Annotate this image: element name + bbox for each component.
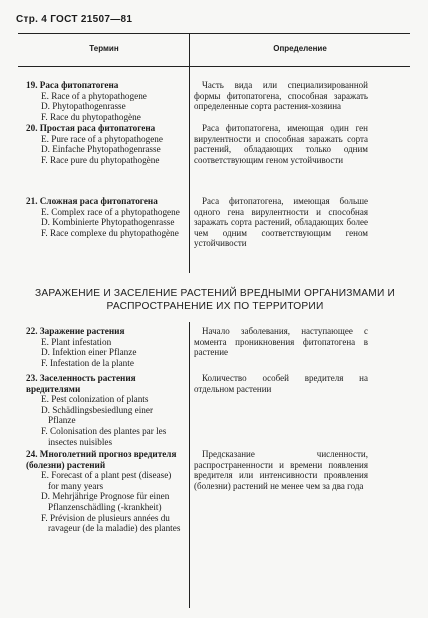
term-heading: 24. Многолетний прогноз вредителя (болезни) растений [26,449,177,470]
term-line: D. Phytopathogenrasse [41,101,126,112]
definition-entry-22: Начало заболевания, наступающее с момента проникновения фитопатогена в растение [194,326,368,358]
table-top-rule [18,33,410,34]
term-entry-21 [26,196,182,238]
section-title: ЗАРАЖЕНИЕ И ЗАСЕЛЕНИЕ РАСТЕНИЙ ВРЕДНЫМИ ОРГАНИЗМАМИ И РАСПРОСТРАНЕНИЕ ИХ ПО ТЕРРИТОРИИ [34,288,396,312]
term-heading: 20. Простая раса фитопатогена [26,123,156,133]
term-line: F. Infestation de la plante [41,357,134,368]
table-header-rule [18,66,410,67]
term-line: F. Prévision de plusieurs années du ravageur (de la maladie) des plantes [41,512,181,534]
term-entry-22 [26,326,182,368]
term-line: E. Forecast of a plant pest (disease) for many years [41,470,172,491]
term-entry-20 [26,123,182,165]
term-heading: 23. Заселенность растения вредителями [26,373,136,394]
term-line: E. Complex race of a phytopathogene [41,206,180,217]
definition-entry-21: Раса фитопатогена, имеющая больше одного гена вирулентности и способная заражать сорта растений, обладающих более чем одним соответствующим геном устойчивости [194,196,368,249]
term-line: F. Colonisation des plantes par les insectes nuisibles [41,425,167,447]
column-header-terms: Термин [89,44,119,53]
definition-entry-24: Предсказание численности, распространенности и времени появления вредителя или интенсивности проявления (болезни) растений не менее чем за два года [194,449,368,491]
column-divider-top [189,33,190,273]
term-heading: 22. Заражение растения [26,326,125,336]
term-line: F. Race du phytopathogène [41,111,141,122]
term-line: D. Schädlingsbesiedlung einer Pflanze [41,404,154,426]
term-line: E. Race of a phytopathogene [41,90,147,101]
term-line: D. Kombinierte Phytopathogenrasse [41,217,175,228]
definition-entry-23: Количество особей вредителя на отдельном растении [194,373,368,394]
term-line: E. Pure race of a phytopathogene [41,133,163,144]
term-line: D. Infektion einer Pflanze [41,347,137,358]
term-entry-23 [26,373,182,447]
term-heading: 19. Раса фитопатогена [26,80,119,90]
term-line: D. Einfache Phytopathogenrasse [41,144,161,155]
term-heading: 21. Сложная раса фитопатогена [26,196,158,206]
column-header-definitions: Определение [273,44,327,53]
term-entry-19 [26,80,182,122]
term-line: E. Pest colonization of plants [41,394,149,405]
term-line: F. Race complexe du phytopathogène [41,227,179,238]
column-divider-bottom [189,322,190,608]
definition-entry-19: Часть вида или специализированной формы фитопатогена, способная заражать определенные сорта растения-хозяина [194,80,368,112]
term-line: D. Mehrjährige Prognose für einen Pflanzenschädling (-krankheit) [41,491,170,512]
page-header: Стр. 4 ГОСТ 21507—81 [16,14,133,25]
term-line: F. Race pure du phytopathogène [41,154,160,165]
term-entry-24 [26,449,182,534]
definition-entry-20: Раса фитопатогена, имеющая один ген вирулентности и способная заражать сорта растений, обладающих только одним соответствующим геном устойчивости [194,123,368,165]
term-line: E. Plant infestation [41,336,112,347]
